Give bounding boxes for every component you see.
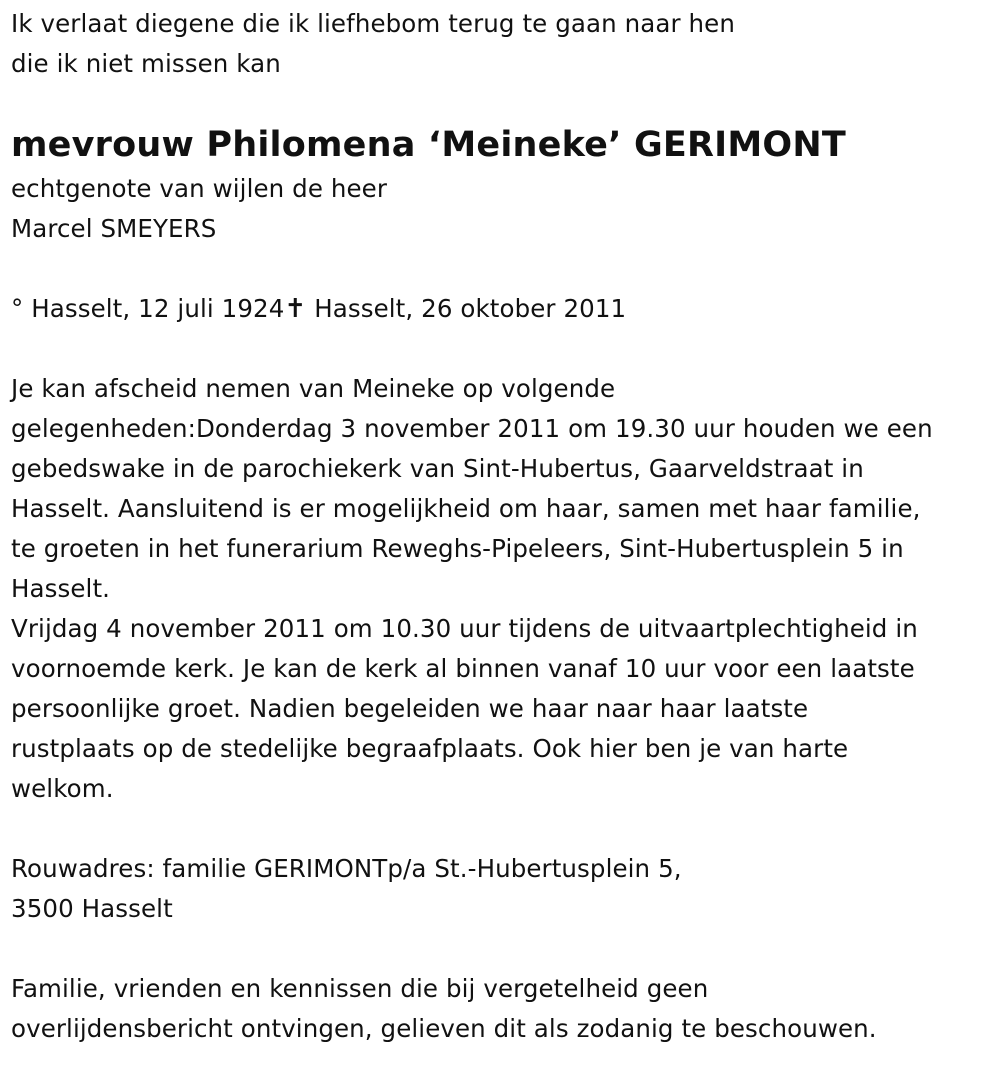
- spouse-line-2: Marcel SMEYERS: [11, 214, 217, 243]
- farewell-line: Hasselt.: [11, 574, 111, 603]
- spacer: [11, 809, 996, 849]
- closing-line-2: overlijdensbericht ontvingen, gelieven dit als zodanig te beschouwen.: [11, 1014, 877, 1043]
- farewell-line: Hasselt. Aansluitend is er mogelijkheid om haar, samen met haar familie,: [11, 494, 921, 523]
- farewell-text: [11, 369, 996, 809]
- cross-icon: ✝: [284, 294, 307, 324]
- farewell-line: Je kan afscheid nemen van Meineke op volgende: [11, 374, 616, 403]
- spacer: [11, 329, 996, 369]
- mourning-address-line-1: Rouwadres: familie GERIMONTp/a St.-Hubertusplein 5,: [11, 854, 682, 883]
- farewell-line: gebedswake in de parochiekerk van Sint-Hubertus, Gaarveldstraat in: [11, 454, 864, 483]
- farewell-line: rustplaats op de stedelijke begraafplaats. Ook hier ben je van harte: [11, 734, 849, 763]
- spouse-line-1: echtgenote van wijlen de heer: [11, 174, 388, 203]
- motto-line-1: Ik verlaat diegene die ik liefhebom terug te gaan naar hen: [11, 9, 735, 38]
- obituary-notice: [11, 4, 996, 1049]
- spacer: [11, 929, 996, 969]
- closing-line-1: Familie, vrienden en kennissen die bij vergetelheid geen: [11, 974, 709, 1003]
- farewell-line: Vrijdag 4 november 2011 om 10.30 uur tijdens de uitvaartplechtigheid in: [11, 614, 918, 643]
- deceased-name: mevrouw Philomena ‘Meineke’ GERIMONT: [11, 125, 846, 165]
- spacer: [11, 249, 996, 289]
- birth-date: ° Hasselt, 12 juli 1924: [11, 294, 285, 323]
- mourning-address-line-2: 3500 Hasselt: [11, 894, 173, 923]
- life-dates: [11, 289, 996, 329]
- farewell-line: te groeten in het funerarium Reweghs-Pipeleers, Sint-Hubertusplein 5 in: [11, 534, 904, 563]
- farewell-line: gelegenheden:Donderdag 3 november 2011 om 19.30 uur houden we een: [11, 414, 933, 443]
- death-date: Hasselt, 26 oktober 2011: [306, 294, 627, 323]
- motto-line-2: die ik niet missen kan: [11, 49, 281, 78]
- farewell-line: voornoemde kerk. Je kan de kerk al binnen vanaf 10 uur voor een laatste: [11, 654, 915, 683]
- farewell-line: welkom.: [11, 774, 114, 803]
- farewell-line: persoonlijke groet. Nadien begeleiden we haar naar haar laatste: [11, 694, 809, 723]
